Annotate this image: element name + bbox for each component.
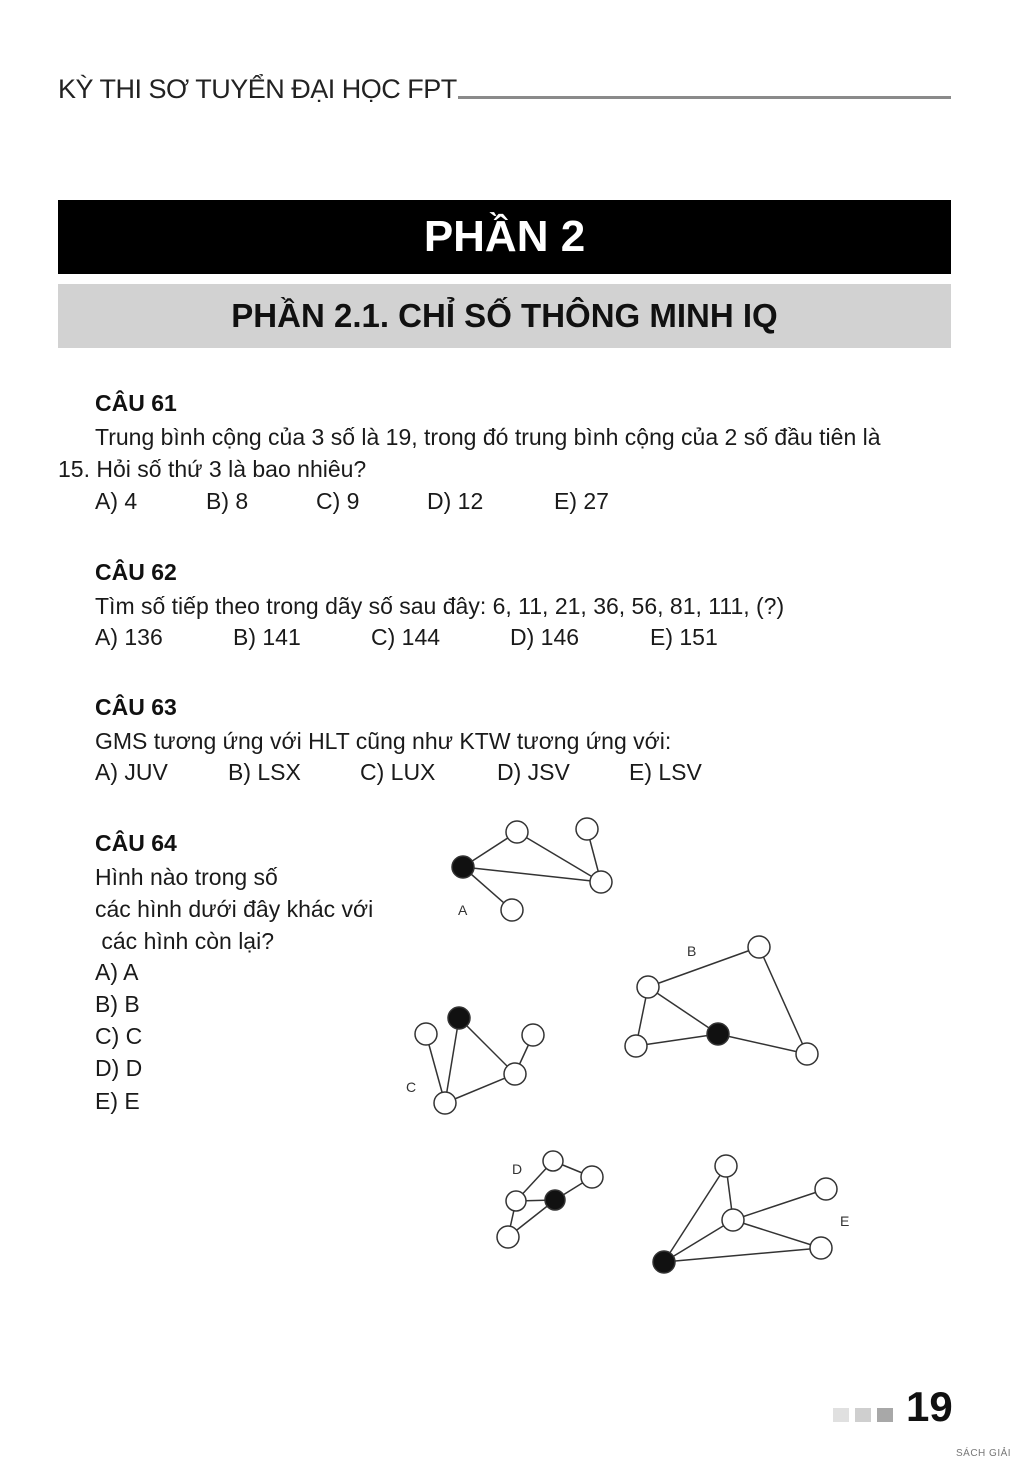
figure-b <box>625 936 818 1065</box>
question-62-text-line-1: Tìm số tiếp theo trong dãy số sau đây: 6, 11, 21, 36, 56, 81, 111, (?) <box>95 593 785 619</box>
question-63-option-c[interactable]: C) LUX <box>360 759 436 785</box>
question-63-option-a[interactable]: A) JUV <box>95 759 168 785</box>
figure-c-black-node <box>448 1007 470 1029</box>
question-61-text-line-1: Trung bình cộng của 3 số là 19, trong đó trung bình cộng của 2 số đầu tiên là <box>95 424 881 450</box>
question-64-option-e[interactable]: E) E <box>95 1088 140 1114</box>
question-61-option-a[interactable]: A) 4 <box>95 488 138 514</box>
question-64-option-a[interactable]: A) A <box>95 959 139 985</box>
question-61-option-e[interactable]: E) 27 <box>554 488 609 514</box>
figure-e-black-node <box>653 1251 675 1273</box>
question-62-option-b[interactable]: B) 141 <box>233 624 301 650</box>
figure-d-label: D <box>512 1161 523 1177</box>
question-64-text-line-2: các hình dưới đây khác với <box>95 896 374 922</box>
figure-c <box>406 1007 544 1114</box>
question-62-title: CÂU 62 <box>95 559 177 585</box>
figure-a-label: A <box>458 902 468 918</box>
page-number: 19 <box>906 1383 953 1430</box>
question-63-title: CÂU 63 <box>95 694 177 720</box>
question-64-option-c[interactable]: C) C <box>95 1023 143 1049</box>
figure-b-black-node <box>707 1023 729 1045</box>
question-64-text-line-3: các hình còn lại? <box>95 928 275 954</box>
question-64-title: CÂU 64 <box>95 830 177 856</box>
question-62-option-c[interactable]: C) 144 <box>371 624 441 650</box>
section-title: PHẦN 2.1. CHỈ SỐ THÔNG MINH IQ <box>58 284 951 348</box>
figure-e <box>653 1155 849 1273</box>
running-header: KỲ THI SƠ TUYỂN ĐẠI HỌC FPT <box>58 74 457 104</box>
page-mark-1 <box>833 1408 849 1422</box>
question-63-option-d[interactable]: D) JSV <box>497 759 570 785</box>
figure-a <box>452 818 612 921</box>
figure-a-black-node <box>452 856 474 878</box>
question-62-option-d[interactable]: D) 146 <box>510 624 580 650</box>
figure-b-label: B <box>687 943 697 959</box>
figure-d <box>497 1151 603 1248</box>
question-62-option-a[interactable]: A) 136 <box>95 624 163 650</box>
figure-e-label: E <box>840 1213 850 1229</box>
watermark-logo: SÁCH GIẢI <box>956 1448 1012 1459</box>
figure-c-label: C <box>406 1079 417 1095</box>
question-63-option-b[interactable]: B) LSX <box>228 759 301 785</box>
question-61-title: CÂU 61 <box>95 390 177 416</box>
question-64-option-b[interactable]: B) B <box>95 991 140 1017</box>
question-61-option-c[interactable]: C) 9 <box>316 488 360 514</box>
question-64-text-line-1: Hình nào trong số <box>95 864 278 890</box>
question-61-option-b[interactable]: B) 8 <box>206 488 249 514</box>
question-63-option-e[interactable]: E) LSV <box>629 759 702 785</box>
question-63-text-line-1: GMS tương ứng với HLT cũng như KTW tương ứng với: <box>95 728 672 754</box>
page-mark-2 <box>855 1408 871 1422</box>
page-mark-3 <box>877 1408 893 1422</box>
part-title: PHẦN 2 <box>58 200 951 274</box>
question-61-text-line-2: 15. Hỏi số thứ 3 là bao nhiêu? <box>58 456 367 482</box>
question-64-option-d[interactable]: D) D <box>95 1055 143 1081</box>
question-62-option-e[interactable]: E) 151 <box>650 624 718 650</box>
question-61-option-d[interactable]: D) 12 <box>427 488 484 514</box>
figure-d-black-node <box>545 1190 565 1210</box>
